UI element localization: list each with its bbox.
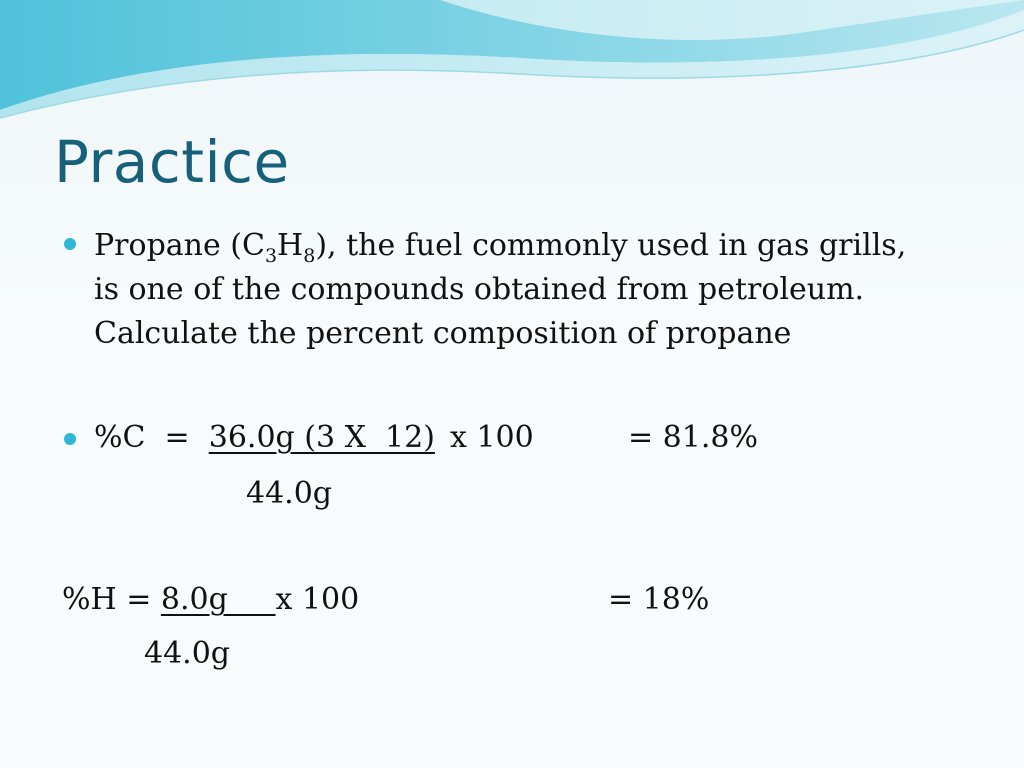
statement-prefix: Propane (C: [94, 228, 265, 263]
hydrogen-result: = 18%: [608, 582, 710, 617]
hydrogen-times: x 100: [275, 582, 360, 617]
statement-line-2: is one of the compounds obtained from petroleum.: [94, 272, 865, 307]
problem-statement: [94, 224, 974, 356]
hydrogen-denominator: 44.0g: [144, 636, 231, 671]
carbon-numerator: 36.0g (3 X 12): [208, 420, 435, 455]
statement-rest: ), the fuel commonly used in gas grills,: [315, 228, 907, 263]
carbon-denominator: 44.0g: [246, 476, 333, 511]
slide-title: Practice: [54, 128, 290, 196]
carbon-label: %C =: [94, 420, 209, 455]
carbon-equation: [94, 420, 435, 455]
statement-sub-8: 8: [303, 245, 316, 267]
bullet-2-dot: [64, 433, 76, 445]
hydrogen-label: %H =: [62, 582, 161, 617]
carbon-times: x 100: [450, 420, 534, 455]
statement-line-3: Calculate the percent composition of propane: [94, 316, 792, 351]
carbon-result: = 81.8%: [628, 420, 758, 455]
header-wave-decoration: [0, 0, 1024, 130]
hydrogen-numerator: 8.0g: [160, 582, 276, 617]
statement-sub-3: 3: [264, 245, 278, 267]
statement-mid: H: [277, 228, 304, 263]
hydrogen-equation: [62, 582, 359, 617]
bullet-1-dot: [64, 238, 76, 250]
